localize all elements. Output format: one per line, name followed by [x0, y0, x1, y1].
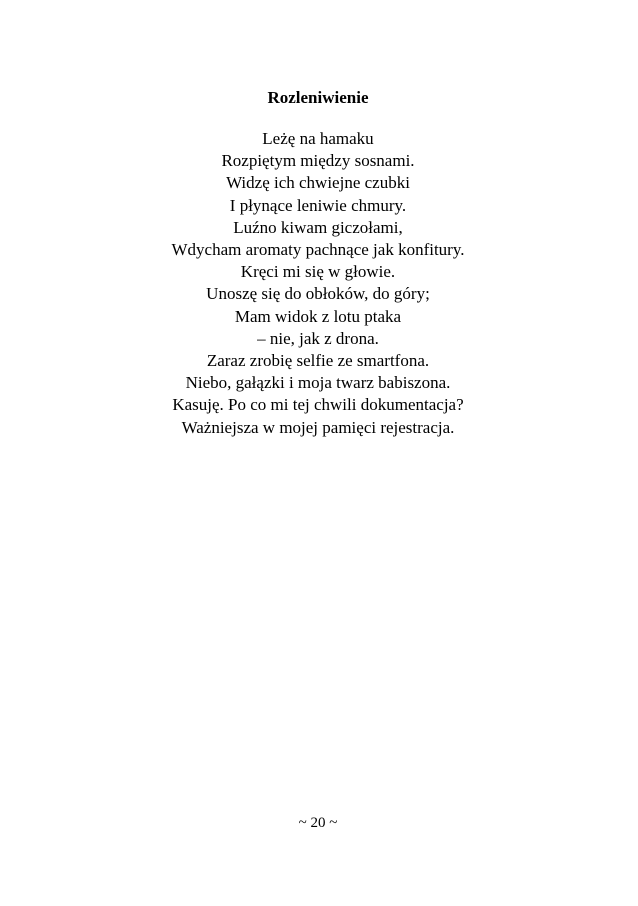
poem-line: Mam widok z lotu ptaka — [234, 306, 402, 326]
poem-line: Widzę ich chwiejne czubki — [226, 173, 410, 193]
poem-line: Unoszę się do obłoków, do góry; — [206, 284, 430, 304]
poem-line: Leżę na hamaku — [262, 129, 374, 148]
poem-line: Luźno kiwam giczołami, — [233, 217, 403, 237]
poem-line: Zaraz zrobię selfie ze smartfona. — [206, 351, 430, 371]
page-number: ~ 20 ~ — [298, 815, 338, 831]
poem-line: Kręci mi się w głowie. — [240, 262, 396, 282]
poem-line: – nie, jak z drona. — [257, 328, 379, 348]
poem-line: Rozpiętym między sosnami. — [221, 151, 415, 171]
poem-line: Wdycham aromaty pachnące jak konfitury. — [171, 240, 465, 260]
poem-line: I płynące leniwie chmury. — [229, 195, 407, 215]
poem-line: Niebo, gałązki i moja twarz babiszona. — [185, 373, 451, 393]
poem-body — [0, 128, 638, 439]
poem-line: Ważniejsza w mojej pamięci rejestracja. — [181, 417, 455, 437]
poem-title: Rozleniwienie — [267, 88, 369, 107]
poem-line: Kasuję. Po co mi tej chwili dokumentacja? — [172, 395, 464, 415]
